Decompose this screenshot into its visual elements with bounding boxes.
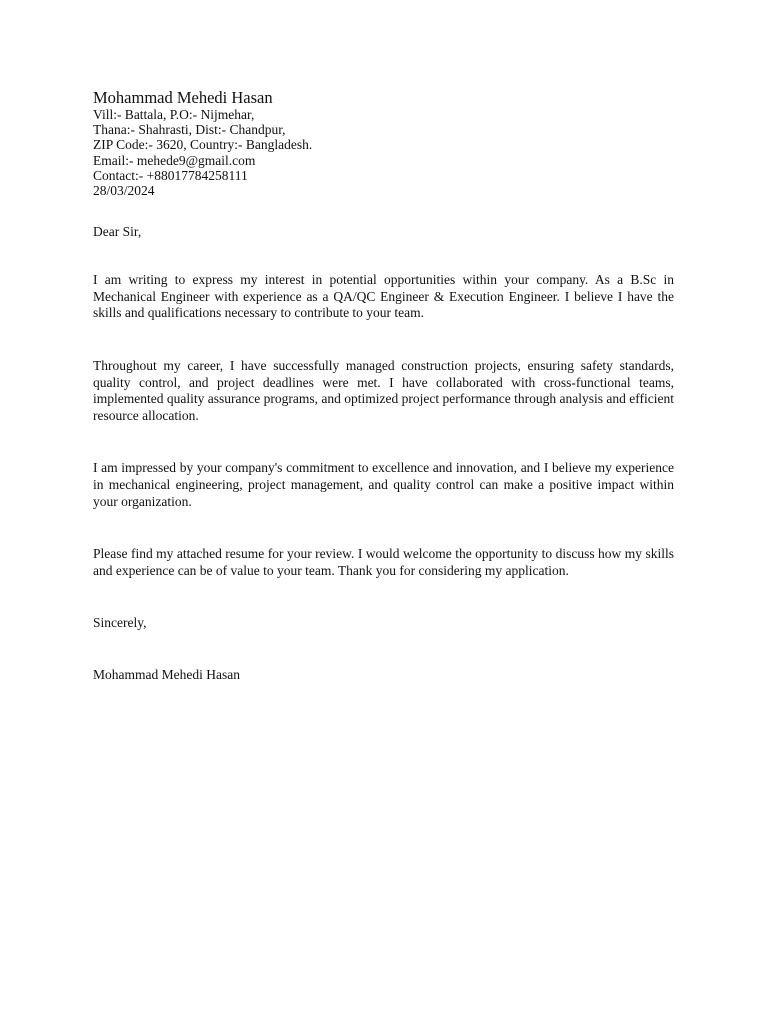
body-paragraph-closing-request: Please find my attached resume for your review. I would welcome the opportunity to discuss how my skills and experience can be of value to your team. Thank you for considering my application. — [93, 546, 674, 578]
contact-line: Contact:- +88017784258111 — [93, 167, 248, 183]
email-line: Email:- mehede9@gmail.com — [93, 152, 256, 168]
body-paragraph-interest: I am impressed by your company's commitment to excellence and innovation, and I believe my experience in mechanical engineering, project management, and quality control can make a positive impact within your organization. — [93, 460, 674, 509]
closing-phrase: Sincerely, — [93, 615, 147, 631]
address-thana-line: Thana:- Shahrasti, Dist:- Chandpur, — [93, 122, 286, 138]
body-paragraph-experience: Throughout my career, I have successfully managed construction projects, ensuring safety standards, quality control, and project deadlines were met. I have collaborated with cross-functional teams, implemented quality assurance programs, and optimized project performance through analysis and efficient resource allocation. — [93, 358, 674, 423]
sender-name: Mohammad Mehedi Hasan — [93, 88, 273, 107]
salutation: Dear Sir, — [93, 224, 142, 240]
letter-date: 28/03/2024 — [93, 183, 155, 199]
body-paragraph-intro: I am writing to express my interest in potential opportunities within your company. As a B.Sc in Mechanical Engineer with experience as a QA/QC Engineer & Execution Engineer. I believe I have the skills and qualifications necessary to contribute to your team. — [93, 272, 674, 321]
address-village-line: Vill:- Battala, P.O:- Nijmehar, — [93, 107, 255, 122]
signature-name: Mohammad Mehedi Hasan — [93, 667, 240, 683]
letter-body — [93, 88, 674, 683]
sender-address-block — [93, 107, 674, 198]
address-zip-line: ZIP Code:- 3620, Country:- Bangladesh. — [93, 137, 313, 153]
